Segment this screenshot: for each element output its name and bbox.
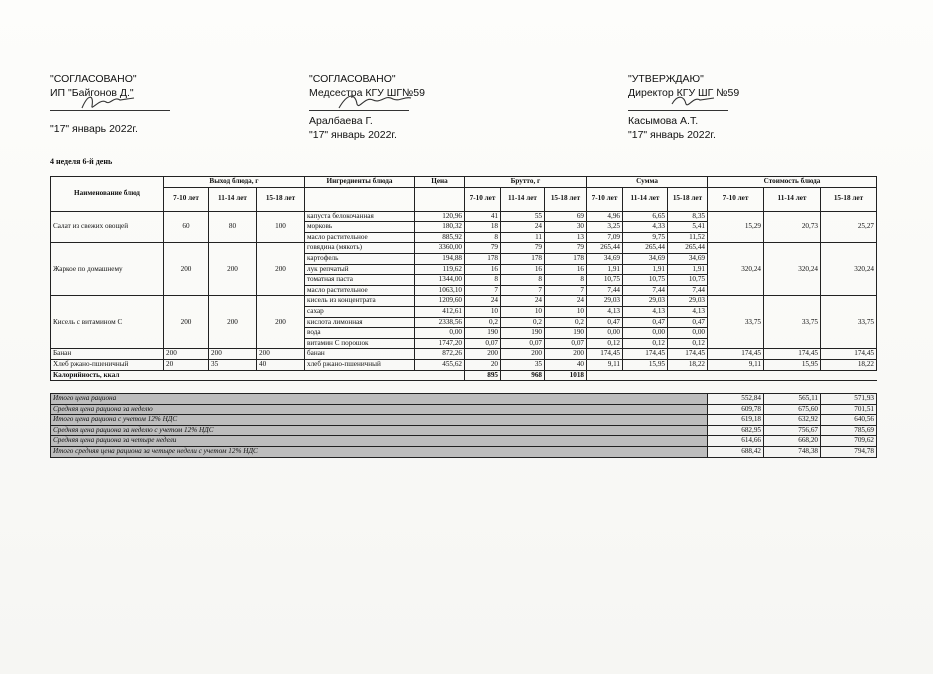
ingredient-name: банан xyxy=(305,349,415,360)
dish-name: Хлеб ржано-пшеничный xyxy=(51,359,164,370)
calories-value: 1018 xyxy=(545,370,587,381)
age-header-gross: 7-10 лет xyxy=(465,187,501,211)
gross-value: 24 xyxy=(501,296,545,307)
dish-name: Жаркое по домашнему xyxy=(51,243,164,296)
ingredient-price: 1747,20 xyxy=(415,338,465,349)
total-row xyxy=(51,425,877,436)
sum-value: 9,11 xyxy=(587,359,623,370)
gross-value: 200 xyxy=(465,349,501,360)
sum-value: 1,91 xyxy=(623,264,668,275)
dish-output: 200 xyxy=(164,349,209,360)
sum-value: 10,75 xyxy=(668,275,708,286)
total-label: Итого цена рациона xyxy=(51,394,708,405)
total-value: 756,67 xyxy=(764,425,821,436)
gross-value: 13 xyxy=(545,232,587,243)
approval-name: Аралбаева Г. xyxy=(309,115,373,127)
total-row xyxy=(51,404,877,415)
age-header-gross: 11-14 лет xyxy=(501,187,545,211)
spacer-row xyxy=(51,381,877,394)
dish-output: 200 xyxy=(209,296,257,349)
table-row xyxy=(51,296,877,307)
ingredient-price: 872,26 xyxy=(415,349,465,360)
sum-value: 6,65 xyxy=(623,211,668,222)
header-cost: Стоимость блюда xyxy=(708,177,877,188)
ingredient-price: 194,88 xyxy=(415,253,465,264)
ingredient-price: 0,00 xyxy=(415,328,465,339)
dish-output: 100 xyxy=(257,211,305,243)
total-label: Итого цена рациона с учетом 12% НДС xyxy=(51,415,708,426)
total-value: 640,56 xyxy=(821,415,877,426)
sum-value: 174,45 xyxy=(623,349,668,360)
gross-value: 16 xyxy=(465,264,501,275)
sum-value: 7,44 xyxy=(587,285,623,296)
total-value: 619,18 xyxy=(708,415,764,426)
approval-who: Медсестра КГУ ШГ№59 xyxy=(309,87,425,99)
menu-table xyxy=(50,176,877,458)
sum-value: 34,69 xyxy=(668,253,708,264)
gross-value: 178 xyxy=(465,253,501,264)
dish-output: 200 xyxy=(209,349,257,360)
dish-cost: 15,29 xyxy=(708,211,764,243)
sum-value: 0,12 xyxy=(587,338,623,349)
gross-value: 35 xyxy=(501,359,545,370)
total-label: Средняя цена рациона за четыре недели xyxy=(51,436,708,447)
week-day-title: 4 неделя 6-й день xyxy=(50,157,113,166)
ingredient-price: 119,62 xyxy=(415,264,465,275)
sum-value: 34,69 xyxy=(587,253,623,264)
dish-cost: 15,95 xyxy=(764,359,821,370)
total-value: 609,78 xyxy=(708,404,764,415)
dish-name: Банан xyxy=(51,349,164,360)
approval-date: "17" январь 2022г. xyxy=(628,129,716,141)
total-row xyxy=(51,436,877,447)
dish-cost: 320,24 xyxy=(821,243,877,296)
sum-value: 29,03 xyxy=(668,296,708,307)
header-gross: Брутто, г xyxy=(465,177,587,188)
sum-value: 4,96 xyxy=(587,211,623,222)
total-label: Итого средняя цена рациона за четыре недели с учетом 12% НДС xyxy=(51,447,708,458)
dish-output: 200 xyxy=(164,243,209,296)
sum-value: 265,44 xyxy=(587,243,623,254)
gross-value: 0,2 xyxy=(501,317,545,328)
dish-output: 40 xyxy=(257,359,305,370)
ingredient-name: картофель xyxy=(305,253,415,264)
ingredient-name: говядина (мякоть) xyxy=(305,243,415,254)
gross-value: 20 xyxy=(465,359,501,370)
gross-value: 79 xyxy=(465,243,501,254)
dish-cost: 25,27 xyxy=(821,211,877,243)
calories-blank xyxy=(587,370,877,381)
total-value: 632,92 xyxy=(764,415,821,426)
header-sum: Сумма xyxy=(587,177,708,188)
gross-value: 41 xyxy=(465,211,501,222)
table-row xyxy=(51,211,877,222)
signature-scribble xyxy=(668,92,718,110)
approval-stamp: "СОГЛАСОВАНО" xyxy=(309,73,396,85)
ingredient-price: 1344,00 xyxy=(415,275,465,286)
gross-value: 7 xyxy=(545,285,587,296)
sum-value: 265,44 xyxy=(623,243,668,254)
ingredient-name: капуста белокочанная xyxy=(305,211,415,222)
total-value: 571,93 xyxy=(821,394,877,405)
table-row xyxy=(51,243,877,254)
sum-value: 265,44 xyxy=(668,243,708,254)
gross-value: 10 xyxy=(501,306,545,317)
total-value: 748,38 xyxy=(764,447,821,458)
ingredient-name: морковь xyxy=(305,222,415,233)
ingredient-name: вода xyxy=(305,328,415,339)
gross-value: 16 xyxy=(501,264,545,275)
sum-value: 10,75 xyxy=(587,275,623,286)
approval-who: Директор КГУ ШГ №59 xyxy=(628,87,740,99)
gross-value: 30 xyxy=(545,222,587,233)
sum-value: 174,45 xyxy=(587,349,623,360)
total-value: 675,60 xyxy=(764,404,821,415)
ingredient-name: лук репчатый xyxy=(305,264,415,275)
total-row xyxy=(51,394,877,405)
signature-scribble xyxy=(335,90,415,114)
ingredient-name: кислота лимонная xyxy=(305,317,415,328)
dish-name: Салат из свежих овощей xyxy=(51,211,164,243)
dish-cost: 320,24 xyxy=(708,243,764,296)
calories-row xyxy=(51,370,877,381)
gross-value: 18 xyxy=(465,222,501,233)
header-output: Выход блюда, г xyxy=(164,177,305,188)
gross-value: 16 xyxy=(545,264,587,275)
ingredient-name: хлеб ржано-пшеничный xyxy=(305,359,415,370)
gross-value: 11 xyxy=(501,232,545,243)
dish-output: 200 xyxy=(164,296,209,349)
total-value: 688,42 xyxy=(708,447,764,458)
sum-value: 34,69 xyxy=(623,253,668,264)
sum-value: 29,03 xyxy=(587,296,623,307)
dish-cost: 33,75 xyxy=(708,296,764,349)
gross-value: 8 xyxy=(501,275,545,286)
signature-scribble xyxy=(78,92,138,114)
age-header-cost: 7-10 лет xyxy=(708,187,764,211)
gross-value: 0,07 xyxy=(545,338,587,349)
dish-cost: 33,75 xyxy=(821,296,877,349)
total-value: 785,69 xyxy=(821,425,877,436)
sum-value: 0,12 xyxy=(668,338,708,349)
gross-value: 0,2 xyxy=(465,317,501,328)
gross-value: 10 xyxy=(545,306,587,317)
spacer-cell xyxy=(51,381,877,394)
ingredient-price: 455,62 xyxy=(415,359,465,370)
sum-value: 174,45 xyxy=(668,349,708,360)
total-value: 565,11 xyxy=(764,394,821,405)
approval-stamp: "УТВЕРЖДАЮ" xyxy=(628,73,704,85)
gross-value: 24 xyxy=(465,296,501,307)
approval-name: Касымова А.Т. xyxy=(628,115,699,127)
header-dish-name: Наименование блюд xyxy=(51,177,164,212)
sum-value: 0,47 xyxy=(668,317,708,328)
sum-value: 8,35 xyxy=(668,211,708,222)
age-header-cost: 11-14 лет xyxy=(764,187,821,211)
dish-cost: 174,45 xyxy=(708,349,764,360)
dish-output: 200 xyxy=(257,349,305,360)
gross-value: 0,07 xyxy=(465,338,501,349)
ingredient-price: 180,32 xyxy=(415,222,465,233)
gross-value: 7 xyxy=(501,285,545,296)
sum-value: 0,47 xyxy=(587,317,623,328)
sum-value: 29,03 xyxy=(623,296,668,307)
gross-value: 190 xyxy=(545,328,587,339)
age-header-output: 15-18 лет xyxy=(257,187,305,211)
total-value: 701,51 xyxy=(821,404,877,415)
dish-output: 200 xyxy=(257,243,305,296)
sum-value: 3,25 xyxy=(587,222,623,233)
header-ingredients: Ингредиенты блюда xyxy=(305,177,415,188)
ingredient-name: сахар xyxy=(305,306,415,317)
age-header-output: 7-10 лет xyxy=(164,187,209,211)
total-value: 668,20 xyxy=(764,436,821,447)
gross-value: 200 xyxy=(545,349,587,360)
dish-cost: 174,45 xyxy=(821,349,877,360)
total-value: 682,95 xyxy=(708,425,764,436)
calories-value: 895 xyxy=(465,370,501,381)
approval-date: "17" январь 2022г. xyxy=(50,123,138,135)
sum-value: 0,00 xyxy=(668,328,708,339)
table-row xyxy=(51,349,877,360)
total-value: 552,84 xyxy=(708,394,764,405)
ingredient-price: 3360,00 xyxy=(415,243,465,254)
ingredient-name: кисель из концентрата xyxy=(305,296,415,307)
age-header-sum: 15-18 лет xyxy=(668,187,708,211)
total-label: Средняя цена рациона за неделю xyxy=(51,404,708,415)
sum-value: 0,47 xyxy=(623,317,668,328)
total-value: 794,78 xyxy=(821,447,877,458)
dish-name: Кисель с витамином С xyxy=(51,296,164,349)
gross-value: 10 xyxy=(465,306,501,317)
header-price: Цена xyxy=(415,177,465,188)
dish-cost: 174,45 xyxy=(764,349,821,360)
gross-value: 79 xyxy=(501,243,545,254)
gross-value: 0,2 xyxy=(545,317,587,328)
sum-value: 0,12 xyxy=(623,338,668,349)
sum-value: 7,09 xyxy=(587,232,623,243)
gross-value: 69 xyxy=(545,211,587,222)
gross-value: 55 xyxy=(501,211,545,222)
sum-value: 7,44 xyxy=(623,285,668,296)
sum-value: 1,91 xyxy=(587,264,623,275)
approval-date: "17" январь 2022г. xyxy=(309,129,397,141)
sum-value: 11,52 xyxy=(668,232,708,243)
gross-value: 0,07 xyxy=(501,338,545,349)
gross-value: 200 xyxy=(501,349,545,360)
sum-value: 7,44 xyxy=(668,285,708,296)
table-row xyxy=(51,359,877,370)
ingredient-price: 120,96 xyxy=(415,211,465,222)
gross-value: 8 xyxy=(465,232,501,243)
ingredient-name: витамин С порошок xyxy=(305,338,415,349)
dish-cost: 9,11 xyxy=(708,359,764,370)
gross-value: 24 xyxy=(545,296,587,307)
ingredient-name: масло растительное xyxy=(305,232,415,243)
sum-value: 10,75 xyxy=(623,275,668,286)
gross-value: 40 xyxy=(545,359,587,370)
approval-stamp: "СОГЛАСОВАНО" xyxy=(50,73,137,85)
total-row xyxy=(51,415,877,426)
dish-cost: 18,22 xyxy=(821,359,877,370)
sum-value: 1,91 xyxy=(668,264,708,275)
gross-value: 8 xyxy=(545,275,587,286)
dish-cost: 320,24 xyxy=(764,243,821,296)
gross-value: 79 xyxy=(545,243,587,254)
age-header-gross: 15-18 лет xyxy=(545,187,587,211)
age-header-output: 11-14 лет xyxy=(209,187,257,211)
age-header-blank xyxy=(415,187,465,211)
total-label: Средняя цена рациона за неделю с учетом 12% НДС xyxy=(51,425,708,436)
dish-output: 20 xyxy=(164,359,209,370)
ingredient-price: 885,92 xyxy=(415,232,465,243)
dish-output: 60 xyxy=(164,211,209,243)
ingredient-price: 2338,56 xyxy=(415,317,465,328)
gross-value: 8 xyxy=(465,275,501,286)
approval-who: ИП "Байгонов Д." xyxy=(50,87,134,99)
gross-value: 178 xyxy=(545,253,587,264)
ingredient-price: 1209,60 xyxy=(415,296,465,307)
ingredient-name: масло растительное xyxy=(305,285,415,296)
sum-value: 18,22 xyxy=(668,359,708,370)
gross-value: 190 xyxy=(501,328,545,339)
age-header-blank xyxy=(305,187,415,211)
ingredient-price: 1063,10 xyxy=(415,285,465,296)
age-header-sum: 11-14 лет xyxy=(623,187,668,211)
sum-value: 0,00 xyxy=(587,328,623,339)
ingredient-name: томатная паста xyxy=(305,275,415,286)
sum-value: 0,00 xyxy=(623,328,668,339)
gross-value: 24 xyxy=(501,222,545,233)
dish-output: 200 xyxy=(257,296,305,349)
sum-value: 4,13 xyxy=(668,306,708,317)
dish-output: 35 xyxy=(209,359,257,370)
calories-value: 968 xyxy=(501,370,545,381)
calories-label: Калорийность, ккал xyxy=(51,370,465,381)
sum-value: 15,95 xyxy=(623,359,668,370)
total-value: 709,62 xyxy=(821,436,877,447)
gross-value: 7 xyxy=(465,285,501,296)
ingredient-price: 412,61 xyxy=(415,306,465,317)
dish-output: 80 xyxy=(209,211,257,243)
dish-output: 200 xyxy=(209,243,257,296)
dish-cost: 20,73 xyxy=(764,211,821,243)
sum-value: 9,75 xyxy=(623,232,668,243)
dish-cost: 33,75 xyxy=(764,296,821,349)
age-header-cost: 15-18 лет xyxy=(821,187,877,211)
sum-value: 4,13 xyxy=(623,306,668,317)
total-value: 614,66 xyxy=(708,436,764,447)
gross-value: 178 xyxy=(501,253,545,264)
age-header-sum: 7-10 лет xyxy=(587,187,623,211)
sum-value: 4,33 xyxy=(623,222,668,233)
sum-value: 4,13 xyxy=(587,306,623,317)
sum-value: 5,41 xyxy=(668,222,708,233)
gross-value: 190 xyxy=(465,328,501,339)
total-row xyxy=(51,447,877,458)
